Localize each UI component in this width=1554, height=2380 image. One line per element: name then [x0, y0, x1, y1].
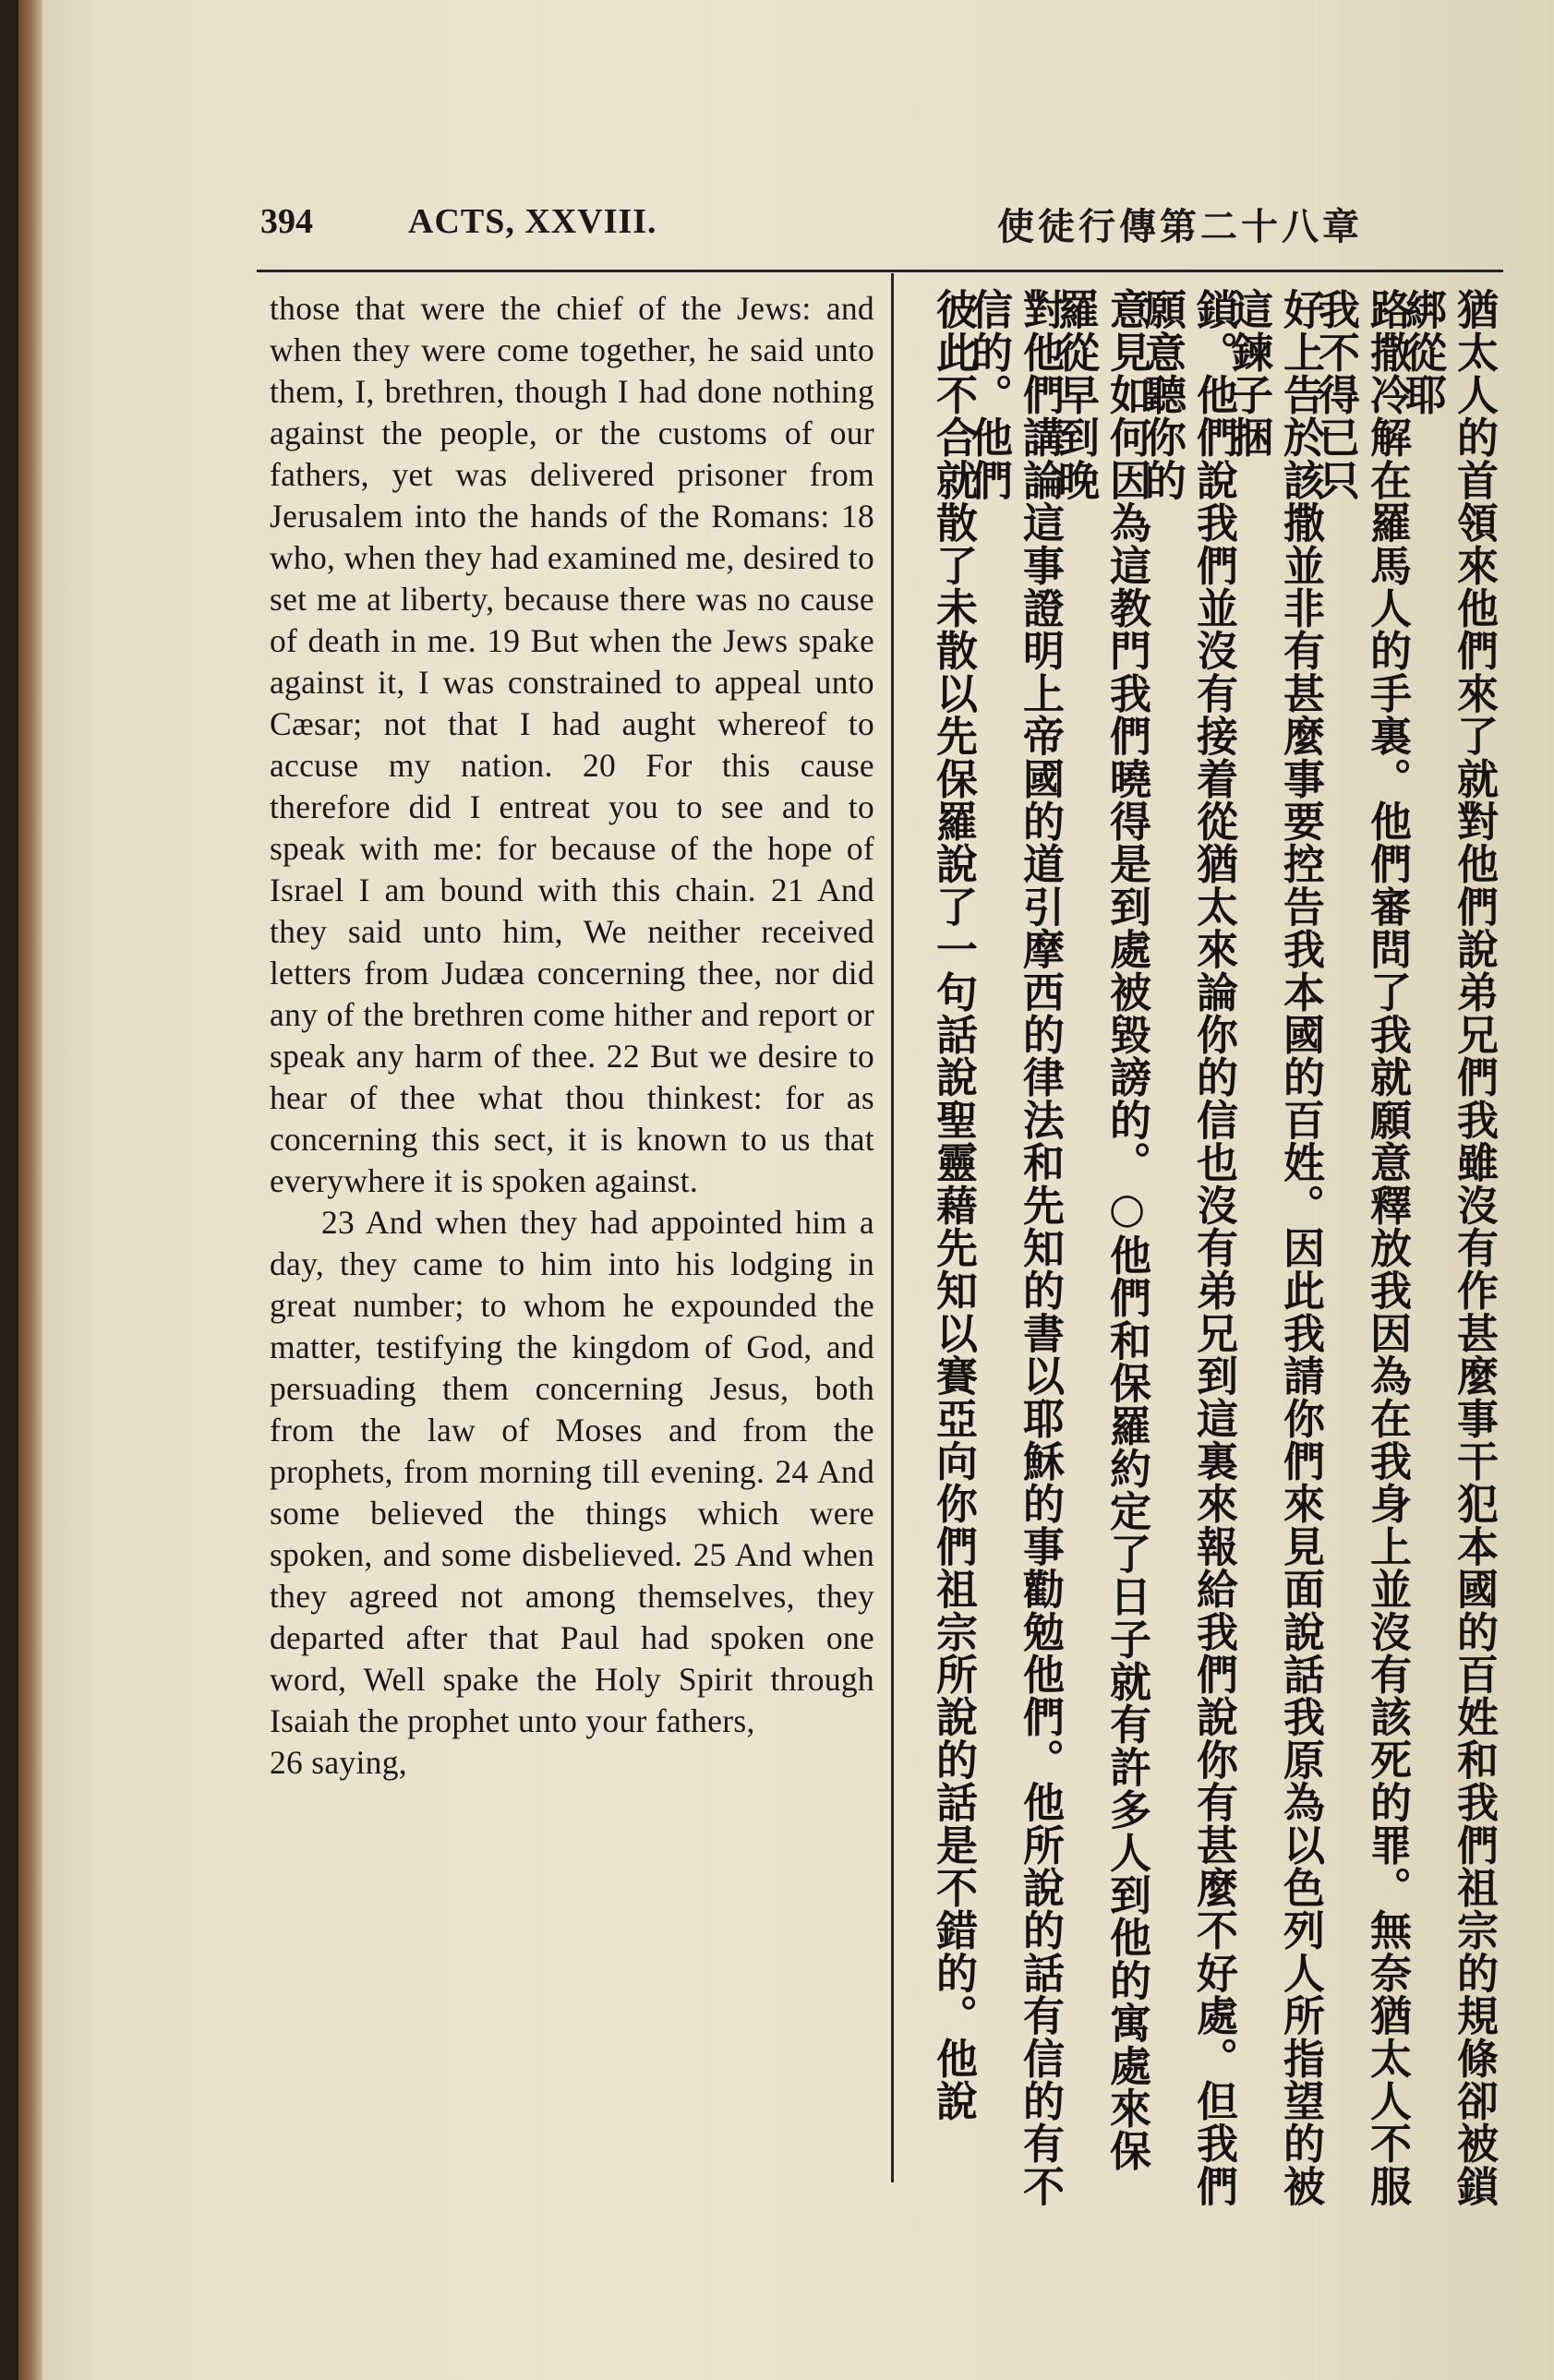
chinese-line-6: 對他們講論這事證明上帝國的道引摩西的律法和先知的書以耶穌的事勸勉他們。他所說的話有信的有不信的。他們: [964, 288, 1065, 2207]
page-header: [18, 185, 1554, 268]
header-rule: [257, 270, 1503, 272]
chinese-line-1: 猶太人的首領來他們來了就對他們說弟兄們我雖沒有作甚麼事干犯本國的百姓和我們祖宗的規條卻被鎖綁從耶: [1398, 288, 1499, 2207]
chinese-text-column: [903, 288, 1503, 2208]
english-paragraph-1: those that were the chief of the Jews: and when they were come together, he said unto them, I, brethren, though I had done nothing against the people, or the customs of our fathers, yet was delivered prisoner from Jerusalem into the hands of the Romans: 18 who, when they had examined me, desired to set me at liberty, because there was no cause of death in me. 19 But when the Jews spake against it, I was constrained to appeal unto Cæsar; not that I had aught whereof to accuse my nation. 20 For this cause therefore did I entreat you to see and to speak with me: for because of the hope of Israel I am bound with this chain. 21 And they said unto him, We neither received letters from Judæa concerning thee, nor did any of the brethren come hither and report or speak any harm of thee. 22 But we desire to hear of thee what thou thinkest: for as concerning this sect, it is known to us that everywhere it is spoken against.: [270, 290, 874, 1199]
chinese-line-3: 好上告於該撒並非有甚麼事要控告我本國的百姓。因此我請你們來見面說話我原為以色列人所指望的被這鍊子捆: [1224, 288, 1325, 2207]
book-page: [18, 0, 1554, 2380]
chinese-line-4: 鎖。他們說我們並沒有接着從猶太來論你的信也沒有弟兄到這裏來報給我們說你有甚麼不好處。但我們願意聽你的: [1138, 288, 1238, 2207]
english-paragraph-2: 23 And when they had appointed him a day, they came to him into his lodging in great number; to whom he expounded the matter, testifying the kingdom of God, and persuading them concerning Jesus, both from the law of Moses and from the prophets, from morning till evening. 24 And some believed the things which were spoken, and some disbelieved. 25 And when they agreed not among themselves, they departed after that Paul had spoken one word, Well spake the Holy Spirit through Isaiah the prophet unto your fathers,: [270, 1204, 874, 1739]
chinese-line-7: 彼此不合就散了未散以先保羅說了一句話說聖靈藉先知以賽亞向你們祖宗所說的話是不錯的。他說: [929, 288, 978, 2122]
english-text-column: [270, 288, 874, 1784]
english-paragraph-3: 26 saying,: [270, 1744, 407, 1781]
running-head-chinese: 使徒行傳第二十八章: [997, 206, 1363, 248]
column-divider: [891, 273, 894, 2182]
chinese-line-2: 路撒冷解在羅馬人的手裏。他們審問了我就願意釋放我因為在我身上並沒有該死的罪。無奈猶太人不服我不得已只: [1311, 288, 1412, 2207]
chinese-line-5: 意見如何因為這教門我們曉得是到處被毀謗的。○他們和保羅約定了日子就有許多人到他的寓處來保羅從早到晚: [1051, 288, 1151, 2172]
page-number: 394: [260, 202, 313, 241]
page-binding-edge: [18, 0, 42, 2380]
running-head: ACTS, XXVIII.: [408, 202, 657, 241]
